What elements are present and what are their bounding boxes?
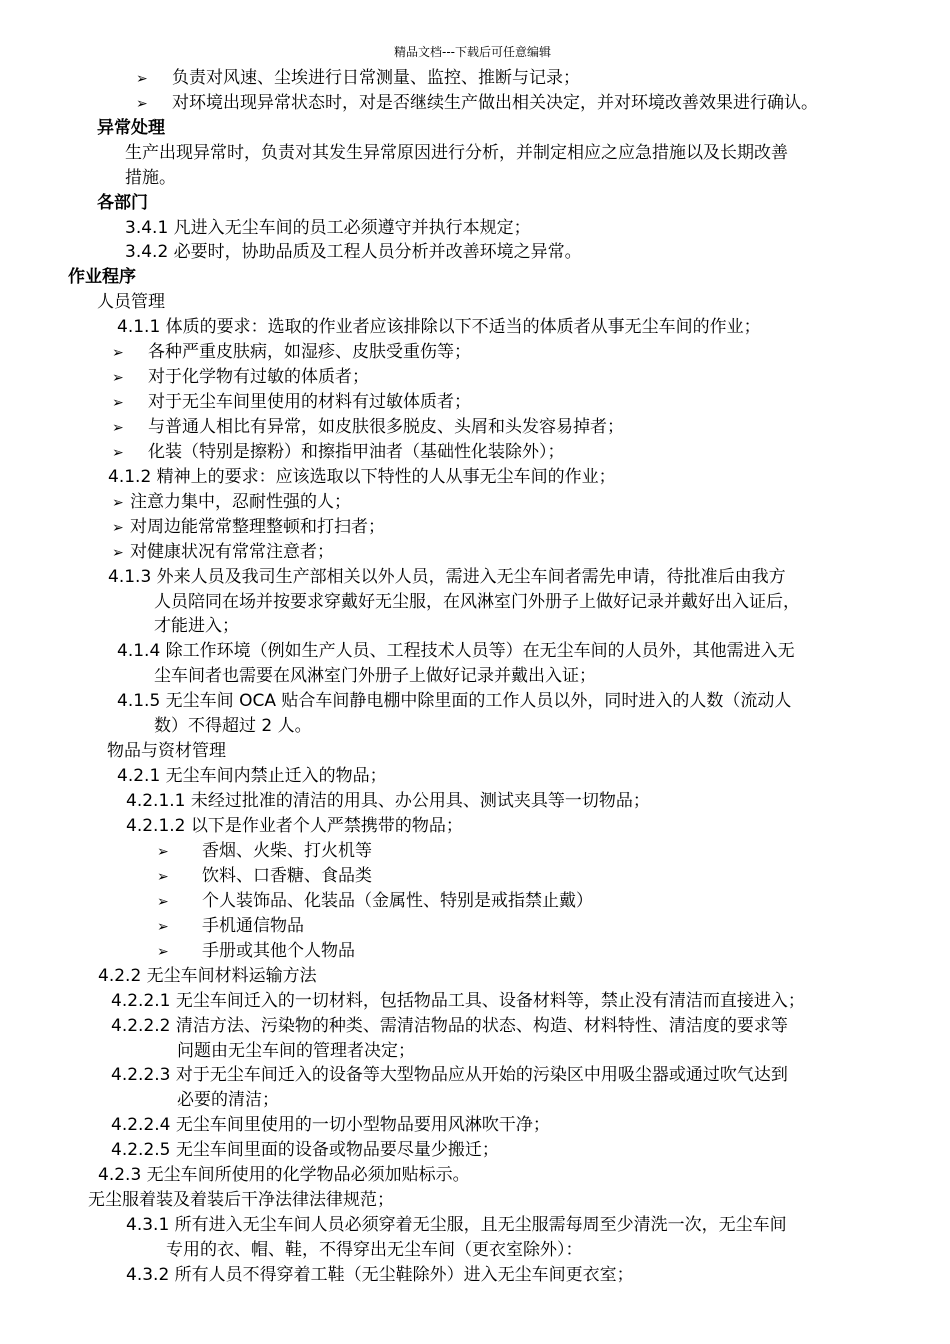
bullet-text: 手机通信物品 — [202, 916, 304, 936]
clause: 4.2.1.2 以下是作业者个人严禁携带的物品； — [126, 816, 463, 836]
arrow-icon: ➢ — [157, 944, 169, 960]
bullet-item — [136, 91, 818, 116]
page-header: 精品文档---下载后可任意编辑 — [394, 45, 551, 59]
bullet-item — [157, 864, 372, 889]
clause: 4.2.1 无尘车间内禁止迁入的物品； — [117, 766, 387, 786]
clause-continuation: 人员陪同在场并按要求穿戴好无尘服，在风淋室门外册子上做好记录并戴好出入证后， — [154, 592, 800, 612]
arrow-icon: ➢ — [157, 869, 169, 885]
bullet-item — [112, 440, 565, 465]
bullet-item — [157, 939, 355, 964]
clause: 4.2.2.4 无尘车间里使用的一切小型物品要用风淋吹干净； — [111, 1115, 550, 1135]
clause-continuation: 才能进入； — [154, 616, 239, 636]
bullet-item — [112, 365, 369, 390]
subsection-heading: 物品与资材管理 — [107, 741, 226, 761]
clause: 4.3.1 所有进入无尘车间人员必须穿着无尘服，且无尘服需每周至少清洗一次，无尘车间 — [126, 1215, 787, 1235]
bullet-text: 手册或其他个人物品 — [202, 941, 355, 961]
bullet-text: 香烟、火柴、打火机等 — [202, 841, 372, 861]
clause-continuation: 问题由无尘车间的管理者决定； — [177, 1041, 415, 1061]
bullet-item — [112, 515, 385, 540]
section-heading: 各部门 — [97, 193, 148, 213]
clause: 4.2.2.2 清洁方法、污染物的种类、需清洁物品的状态、构造、材料特性、清洁度的要求等 — [111, 1016, 788, 1036]
bullet-item — [157, 914, 304, 939]
bullet-text: 个人装饰品、化装品（金属性、特别是戒指禁止戴） — [202, 891, 593, 911]
clause: 4.1.3 外来人员及我司生产部相关以外人员，需进入无尘车间者需先申请，待批准后由我方 — [108, 567, 786, 587]
arrow-icon: ➢ — [136, 71, 148, 87]
arrow-icon: ➢ — [112, 345, 124, 361]
clause: 4.3.2 所有人员不得穿着工鞋（无尘鞋除外）进入无尘车间更衣室； — [126, 1265, 634, 1285]
clause: 4.1.1 体质的要求：选取的作业者应该排除以下不适当的体质者从事无尘车间的作业； — [117, 317, 761, 337]
clause: 4.2.2.3 对于无尘车间迁入的设备等大型物品应从开始的污染区中用吸尘器或通过吹气达到 — [111, 1065, 788, 1085]
arrow-icon: ➢ — [157, 919, 169, 935]
paragraph: 措施。 — [125, 168, 176, 188]
arrow-icon: ➢ — [112, 370, 124, 386]
bullet-item — [157, 839, 372, 864]
arrow-icon: ➢ — [112, 445, 124, 461]
bullet-item — [157, 889, 593, 914]
clause: 4.2.2.1 无尘车间迁入的一切材料，包括物品工具、设备材料等，禁止没有清洁而直接进入； — [111, 991, 805, 1011]
clause-continuation: 数）不得超过 2 人。 — [154, 716, 312, 736]
arrow-icon: ➢ — [157, 894, 169, 910]
bullet-text: 对环境出现异常状态时，对是否继续生产做出相关决定，并对环境改善效果进行确认。 — [172, 93, 818, 113]
clause: 4.1.4 除工作环境（例如生产人员、工程技术人员等）在无尘车间的人员外，其他需进入无 — [117, 641, 795, 661]
clause: 4.2.3 无尘车间所使用的化学物品必须加贴标示。 — [98, 1165, 470, 1185]
arrow-icon: ➢ — [136, 96, 148, 112]
clause: 4.2.1.1 未经过批准的清洁的用具、办公用具、测试夹具等一切物品； — [126, 791, 650, 811]
bullet-text: 饮料、口香糖、食品类 — [202, 866, 372, 886]
clause: 3.4.1 凡进入无尘车间的员工必须遵守并执行本规定； — [125, 218, 531, 238]
clause: 3.4.2 必要时，协助品质及工程人员分析并改善环境之异常。 — [125, 242, 582, 262]
bullet-text: 各种严重皮肤病，如湿疹、皮肤受重伤等； — [148, 342, 471, 362]
bullet-text: 注意力集中，忍耐性强的人； — [130, 492, 351, 512]
arrow-icon: ➢ — [112, 495, 124, 511]
section-heading: 异常处理 — [97, 118, 165, 138]
clause: 4.2.2 无尘车间材料运输方法 — [98, 966, 317, 986]
bullet-text: 与普通人相比有异常，如皮肤很多脱皮、头屑和头发容易掉者； — [148, 417, 624, 437]
bullet-text: 对周边能常常整理整顿和打扫者； — [130, 517, 385, 537]
clause-continuation: 必要的清洁； — [177, 1090, 279, 1110]
clause-continuation: 专用的衣、帽、鞋，不得穿出无尘车间（更衣室除外）： — [166, 1240, 583, 1260]
paragraph: 生产出现异常时，负责对其发生异常原因进行分析，并制定相应之应急措施以及长期改善 — [125, 143, 788, 163]
arrow-icon: ➢ — [112, 520, 124, 536]
clause: 4.2.2.5 无尘车间里面的设备或物品要尽量少搬迁； — [111, 1140, 499, 1160]
arrow-icon: ➢ — [112, 395, 124, 411]
subsection-heading: 无尘服着装及着装后干净法律法律规范； — [88, 1190, 394, 1210]
subsection-heading: 人员管理 — [97, 292, 165, 312]
bullet-item — [136, 66, 580, 91]
clause: 4.1.2 精神上的要求：应该选取以下特性的人从事无尘车间的作业； — [108, 467, 616, 487]
bullet-item — [112, 490, 351, 515]
bullet-text: 对于无尘车间里使用的材料有过敏体质者； — [148, 392, 471, 412]
arrow-icon: ➢ — [112, 545, 124, 561]
clause: 4.1.5 无尘车间 OCA 贴合车间静电棚中除里面的工作人员以外，同时进入的人数（流动人 — [117, 691, 792, 711]
bullet-text: 对于化学物有过敏的体质者； — [148, 367, 369, 387]
bullet-text: 负责对风速、尘埃进行日常测量、监控、推断与记录； — [172, 68, 580, 88]
arrow-icon: ➢ — [157, 844, 169, 860]
section-heading: 作业程序 — [68, 267, 136, 287]
bullet-text: 对健康状况有常常注意者； — [130, 542, 334, 562]
clause-continuation: 尘车间者也需要在风淋室门外册子上做好记录并戴出入证； — [154, 666, 596, 686]
bullet-text: 化装（特别是擦粉）和擦指甲油者（基础性化装除外）； — [148, 442, 565, 462]
arrow-icon: ➢ — [112, 420, 124, 436]
bullet-item — [112, 340, 471, 365]
bullet-item — [112, 540, 334, 565]
bullet-item — [112, 390, 471, 415]
bullet-item — [112, 415, 624, 440]
